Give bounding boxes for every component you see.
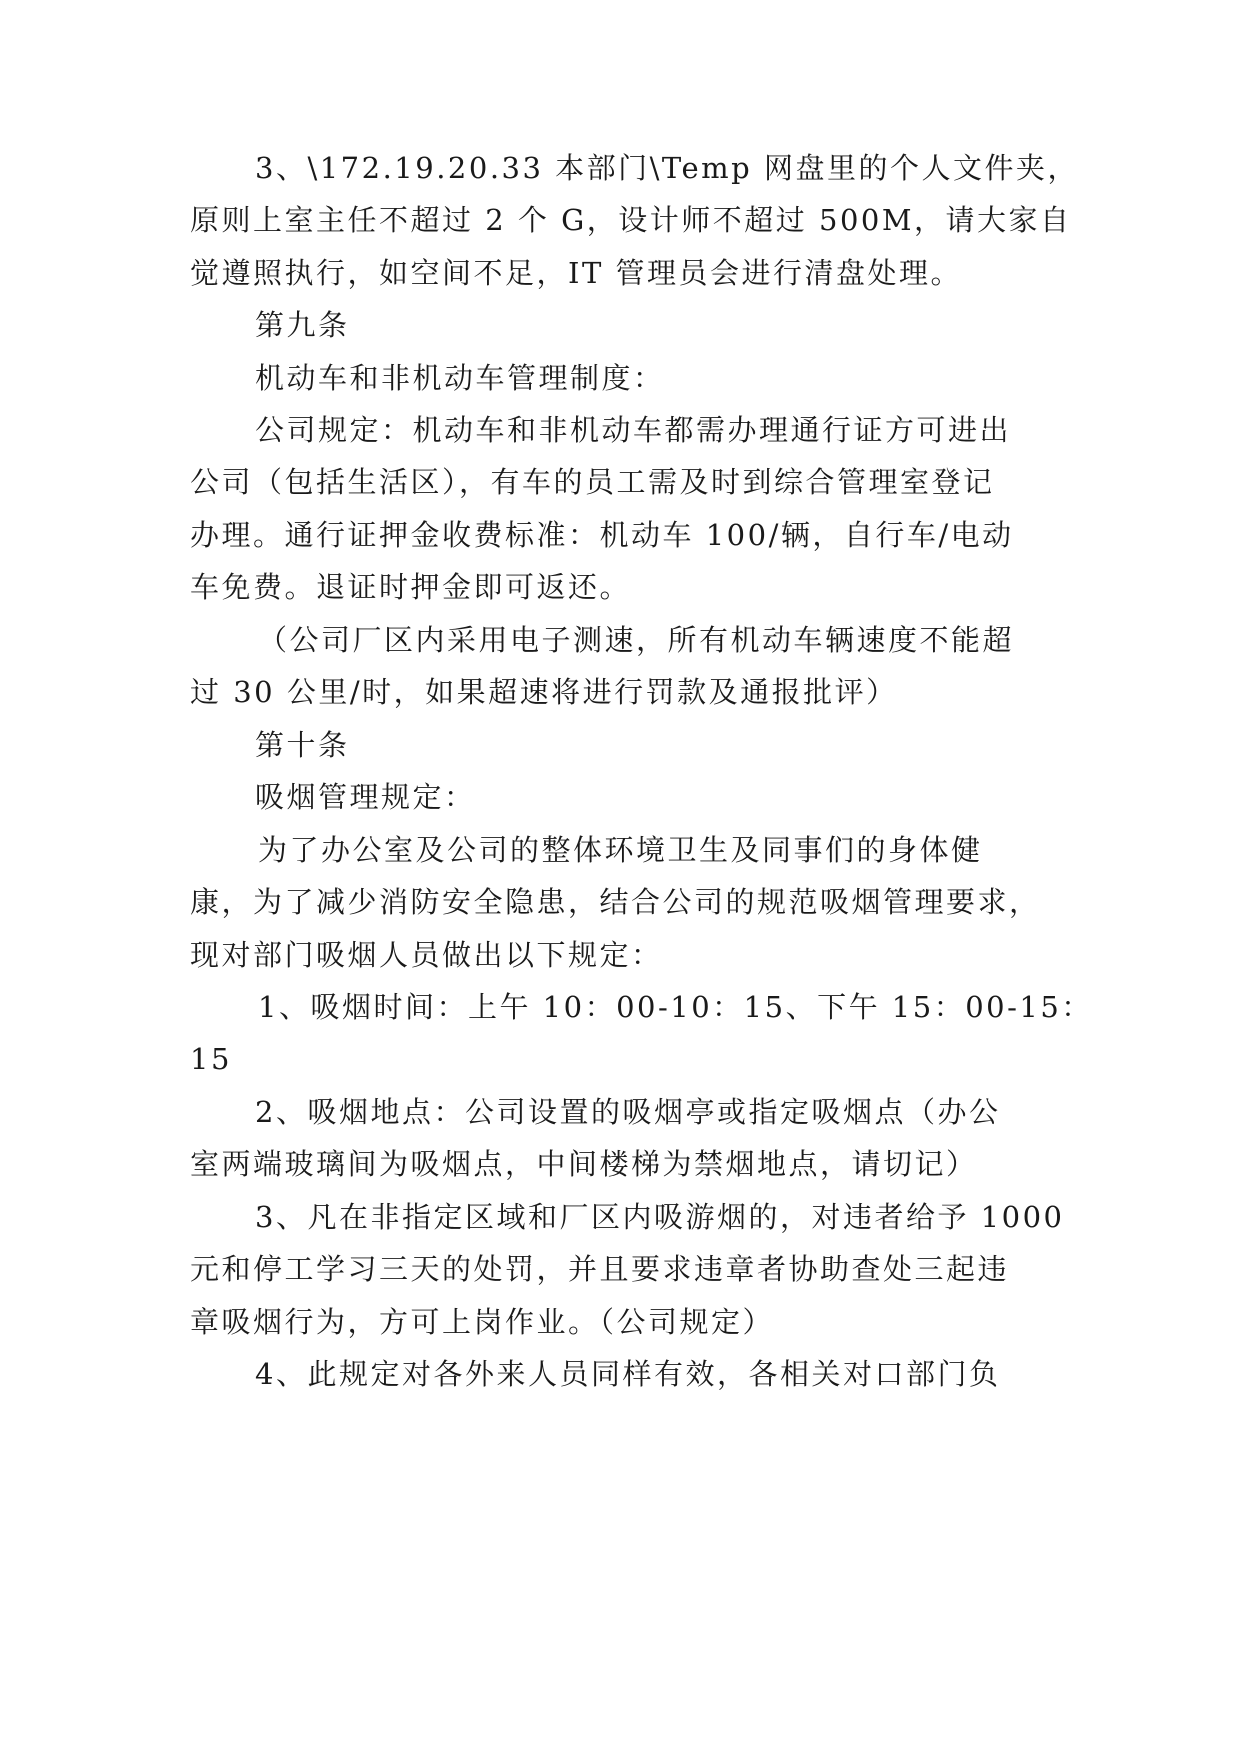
paragraph-line: 4、此规定对各外来人员同样有效，各相关对口部门负 [255, 1357, 1001, 1391]
paragraph-line: 室两端玻璃间为吸烟点，中间楼梯为禁烟地点，请切记） [190, 1147, 978, 1181]
paragraph-line: 康，为了减少消防安全隐患，结合公司的规范吸烟管理要求， [190, 885, 1041, 919]
paragraph-line: 3、\172.19.20.33 本部门\Temp 网盘里的个人文件夹， [255, 151, 1079, 185]
paragraph-line: 办理。通行证押金收费标准：机动车 100/辆，自行车/电动 [190, 518, 1014, 552]
paragraph-line: 章吸烟行为，方可上岗作业。（公司规定） [190, 1305, 775, 1339]
section-title-smoking: 吸烟管理规定： [255, 780, 476, 814]
paragraph-line: 过 30 公里/时，如果超速将进行罚款及通报批评） [190, 675, 898, 709]
paragraph-line: 1、吸烟时间：上午 10：00-10：15、下午 15：00-15： [258, 990, 1093, 1024]
paragraph-line: 2、吸烟地点：公司设置的吸烟亭或指定吸烟点（办公 [255, 1095, 1001, 1129]
section-title-vehicles: 机动车和非机动车管理制度： [255, 361, 665, 395]
paragraph-line: （公司厂区内采用电子测速，所有机动车辆速度不能超 [258, 623, 1015, 657]
paragraph-line: 3、凡在非指定区域和厂区内吸游烟的，对违者给予 1000 [255, 1200, 1065, 1234]
paragraph-line: 为了办公室及公司的整体环境卫生及同事们的身体健 [258, 833, 983, 867]
paragraph-line: 公司（包括生活区），有车的员工需及时到综合管理室登记 [190, 465, 995, 499]
paragraph-line: 公司规定：机动车和非机动车都需办理通行证方可进出 [255, 413, 1012, 447]
paragraph-line: 觉遵照执行，如空间不足，IT 管理员会进行清盘处理。 [190, 256, 963, 290]
paragraph-line: 现对部门吸烟人员做出以下规定： [190, 938, 663, 972]
paragraph-line: 15 [190, 1042, 232, 1076]
paragraph-line: 车免费。退证时押金即可返还。 [190, 570, 632, 604]
article-heading-10: 第十条 [255, 728, 350, 762]
paragraph-line: 原则上室主任不超过 2 个 G，设计师不超过 500M，请大家自 [190, 203, 1072, 237]
paragraph-line: 元和停工学习三天的处罚，并且要求违章者协助查处三起违 [190, 1252, 1010, 1286]
article-heading-9: 第九条 [255, 308, 350, 342]
